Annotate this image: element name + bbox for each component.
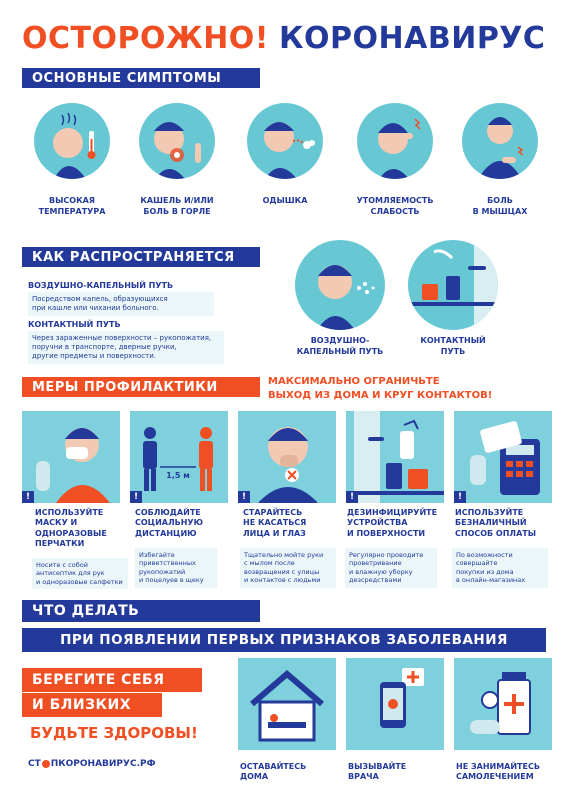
todo-sub-bar: ПРИ ПОЯВЛЕНИИ ПЕРВЫХ ПРИЗНАКОВ ЗАБОЛЕВАНИЯ (22, 628, 546, 652)
symptom-label: КАШЕЛЬ И/ИЛИ (140, 196, 214, 205)
face-title (243, 508, 306, 539)
call-doctor-label (348, 762, 406, 783)
distance-note (135, 548, 217, 588)
contact-text (28, 331, 224, 364)
prevention-slogan (268, 375, 492, 402)
title-line: СТАРАЙТЕСЬ (243, 508, 303, 517)
slogan-line: МАКСИМАЛЬНО ОГРАНИЧЬТЕ (268, 376, 440, 387)
title-caution: ОСТОРОЖНО! (22, 20, 269, 56)
note-line: Носите с собой (36, 561, 88, 569)
note-line: дезсредствами (349, 576, 402, 585)
action-line: НЕ ЗАНИМАЙТЕСЬ (456, 762, 540, 771)
note-line: Избегайте (139, 551, 175, 559)
call-doctor-icon (346, 658, 444, 750)
distance-icon (130, 411, 228, 503)
mask-title (35, 508, 107, 550)
title-line: МАСКУ И (35, 518, 78, 528)
warning-icon: ! (238, 491, 250, 503)
medicine-icon (454, 658, 552, 750)
prevention-bar: МЕРЫ ПРОФИЛАКТИКИ (22, 377, 260, 397)
note-line: Тщательно мойте руки (244, 551, 324, 559)
symptom-muscle-pain (450, 103, 550, 218)
card-payment-icon (454, 411, 552, 503)
care-line-1: БЕРЕГИТЕ СЕБЯ (22, 668, 202, 692)
distance-label: 1,5 м (166, 471, 190, 480)
note-line: совершайте (456, 559, 498, 568)
action-line: ОСТАВАЙТЕСЬ (240, 762, 307, 771)
contact-title: КОНТАКТНЫЙ ПУТЬ (28, 320, 121, 329)
airborne-text-line: при кашле или чихании больного. (32, 304, 159, 313)
note-line: в онлайн-магазинах (456, 576, 526, 585)
action-line: ВЫЗЫВАЙТЕ (348, 762, 407, 771)
slogan-line: ВЫХОД ИЗ ДОМА И КРУГ КОНТАКТОВ! (268, 389, 493, 401)
note-line: проветривание (349, 559, 402, 568)
house-icon (238, 658, 336, 750)
face-touch-icon (238, 411, 336, 503)
note-line: и одноразовые салфетки (36, 577, 123, 586)
contact-text-line: Через зараженные поверхности – рукопожатия, (32, 334, 212, 342)
title-line: УСТРОЙСТВА (347, 518, 408, 528)
breath-icon (247, 103, 323, 179)
disinfect-note (345, 548, 437, 588)
note-line: покупки из дома (456, 567, 514, 576)
title-line: ИСПОЛЬЗУЙТЕ (455, 508, 524, 517)
cough-icon (139, 103, 215, 179)
warning-icon: ! (346, 491, 358, 503)
symptom-cough (127, 103, 227, 218)
healthy-text: БУДЬТЕ ЗДОРОВЫ! (30, 724, 198, 742)
symptoms-bar: ОСНОВНЫЕ СИМПТОМЫ (22, 68, 260, 88)
action-line: ДОМА (240, 772, 269, 782)
title-line: ИСПОЛЬЗУЙТЕ (35, 508, 104, 517)
airborne-text-line: Посредством капель, образующихся (32, 295, 168, 303)
fever-icon (34, 103, 110, 179)
website-prefix: СТ (28, 759, 41, 769)
symptom-fever (22, 103, 122, 218)
door-caption (398, 336, 508, 358)
care-line-2: И БЛИЗКИХ (22, 693, 162, 717)
warning-icon: ! (130, 491, 142, 503)
contact-text-line: поручни в транспорте, дверные ручки, (32, 343, 177, 352)
sneeze-caption (285, 336, 395, 358)
symptom-label: УТОМЛЯЕМОСТЬ (356, 196, 434, 205)
no-self-medication-label (456, 762, 540, 783)
symptom-label: БОЛЬ В ГОРЛЕ (143, 206, 211, 216)
title-line: СОЦИАЛЬНУЮ (135, 518, 203, 528)
airborne-text (28, 292, 214, 316)
symptom-label: ОДЫШКА (262, 196, 308, 205)
title-line: СОБЛЮДАЙТЕ (135, 508, 201, 517)
title-line: И ПОВЕРХНОСТИ (347, 528, 426, 538)
sneeze-icon (295, 240, 385, 330)
payment-note (452, 548, 548, 588)
title-line: ОДНОРАЗОВЫЕ (35, 528, 107, 538)
note-line: Регулярно проводите (349, 551, 424, 559)
door-handle-icon (408, 240, 498, 330)
note-line: и влажную уборку (349, 567, 413, 576)
fatigue-icon (357, 103, 433, 179)
symptom-label: ТЕМПЕРАТУРА (38, 206, 106, 216)
action-line: ВРАЧА (348, 772, 379, 782)
disinfect-icon (346, 411, 444, 503)
warning-icon: ! (22, 491, 34, 503)
distance-title (135, 508, 203, 539)
face-note (240, 548, 336, 588)
symptom-label: ВЫСОКАЯ (49, 196, 95, 205)
symptom-fatigue (345, 103, 445, 218)
symptom-shortness-of-breath (235, 103, 335, 207)
spread-bar: КАК РАСПРОСТРАНЯЕТСЯ (22, 247, 260, 267)
note-line: и контактов с людьми (244, 576, 321, 585)
title-line: ПЕРЧАТКИ (35, 539, 85, 549)
note-line: приветственных (139, 559, 196, 568)
note-line: По возможности (456, 551, 513, 559)
title-line: БЕЗНАЛИЧНЫЙ (455, 518, 527, 528)
contact-text-line: другие предметы и поверхности. (32, 352, 156, 361)
warning-icon: ! (454, 491, 466, 503)
virus-icon (42, 760, 50, 768)
todo-bar: ЧТО ДЕЛАТЬ (22, 600, 260, 622)
door-caption-line: КОНТАКТНЫЙ (420, 336, 486, 345)
symptom-label: В МЫШЦАХ (472, 206, 528, 216)
symptom-label: СЛАБОСТЬ (370, 206, 420, 216)
stay-home-label (240, 762, 306, 783)
note-line: и поцелуев в щеку (139, 576, 204, 585)
airborne-title: ВОЗДУШНО-КАПЕЛЬНЫЙ ПУТЬ (28, 281, 174, 290)
title-line: НЕ КАСАТЬСЯ (243, 518, 307, 528)
note-line: с мылом после (244, 559, 295, 568)
note-line: возвращения с улицы (244, 567, 320, 576)
poster-title (22, 20, 562, 56)
title-line: ДИСТАНЦИЮ (135, 528, 197, 538)
payment-title (455, 508, 536, 539)
note-line: антисептик для рук (36, 569, 105, 578)
muscle-pain-icon (462, 103, 538, 179)
title-line: СПОСОБ ОПЛАТЫ (455, 528, 536, 538)
title-line: ЛИЦА И ГЛАЗ (243, 528, 306, 538)
note-line: рукопожатий (139, 567, 186, 576)
door-caption-line: ПУТЬ (440, 346, 466, 356)
website-link[interactable] (28, 759, 156, 769)
mask-note (32, 558, 128, 589)
title-line: ДЕЗИНФИЦИРУЙТЕ (347, 508, 438, 517)
sneeze-caption-line: ВОЗДУШНО- (310, 336, 370, 345)
mask-icon (22, 411, 120, 503)
disinfect-title (347, 508, 437, 539)
action-line: САМОЛЕЧЕНИЕМ (456, 772, 534, 782)
symptom-label: БОЛЬ (487, 196, 513, 205)
sneeze-caption-line: КАПЕЛЬНЫЙ ПУТЬ (296, 346, 384, 356)
title-coronavirus: КОРОНАВИРУС (279, 20, 546, 56)
website-rest: ПКОРОНАВИРУС.РФ (50, 759, 156, 769)
